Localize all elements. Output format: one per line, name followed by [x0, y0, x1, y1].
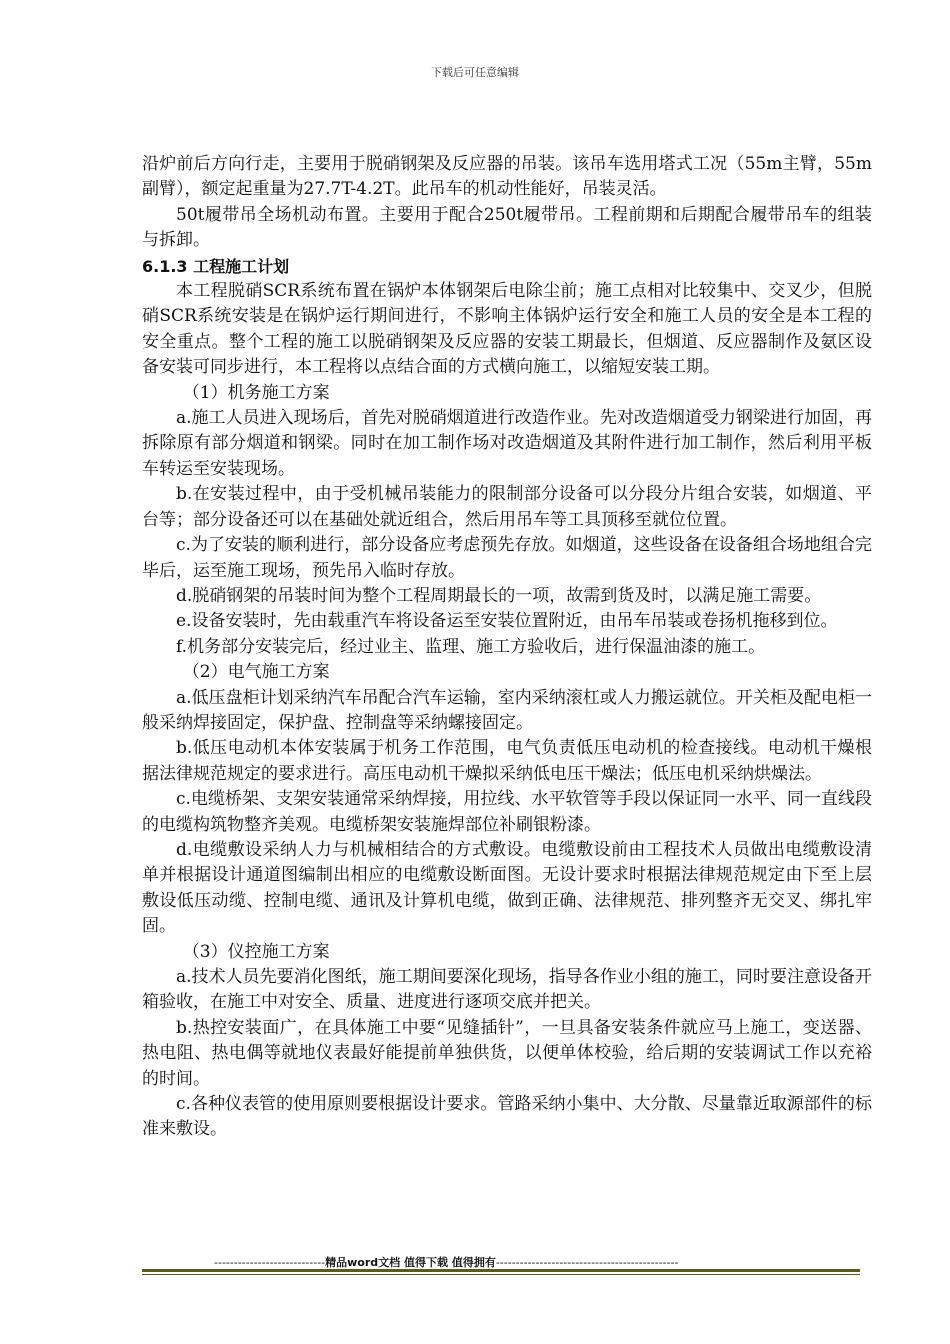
paragraph: 本工程脱硝SCR系统布置在锅炉本体钢架后电除尘前；施工点相对比较集中、交叉少，但脱硝SCR系统安装是在锅炉运行期间进行，不影响主体锅炉运行安全和施工人员的安全是本工程的安全重点。整个工程的施工以脱硝钢架及反应器的安装工期最长，但烟道、反应器制作及氨区设备安装可同步进行，本工程将以点结合面的方式横向施工，以缩短安装工期。 [142, 281, 872, 378]
document-body [142, 152, 872, 1143]
footer-dashes-right: ---------------------------------------------- [495, 1256, 679, 1269]
paragraph: 50t履带吊全场机动布置。主要用于配合250t履带吊。工程前期和后期配合履带吊车的组装与拆卸。 [142, 204, 872, 251]
list-item: a.技术人员先要消化图纸，施工期间要深化现场，指导各作业小组的施工，同时要注意设备开箱验收，在施工中对安全、质量、进度进行逐项交底并把关。 [142, 967, 872, 1013]
list-item: c.为了安装的顺利进行，部分设备应考虑预先存放。如烟道，这些设备在设备组合场地组合完毕后，运至施工现场，预先吊入临时存放。 [142, 535, 872, 581]
section-heading: 6.1.3 工程施工计划 [142, 256, 290, 276]
list-item: b.低压电动机本体安装属于机务工作范围，电气负责低压电动机的检查接线。电动机干燥根据法律规范规定的要求进行。高压电动机干燥拟采纳低电压干燥法；低压电机采纳烘燥法。 [142, 738, 872, 784]
list-item: a.低压盘柜计划采纳汽车吊配合汽车运输，室内采纳滚杠或人力搬运就位。开关柜及配电柜一般采纳焊接固定，保护盘、控制盘等采纳螺接固定。 [142, 687, 872, 733]
paragraph: 沿炉前后方向行走，主要用于脱硝钢架及反应器的吊装。该吊车选用塔式工况（55m主臂，55m副臂），额定起重量为27.7T-4.2T。此吊车的机动性能好，吊装灵活。 [142, 154, 872, 200]
list-item: c.各种仪表管的使用原则要根据设计要求。管路采纳小集中、大分散、尽量靠近取源部件的标准来敷设。 [142, 1094, 872, 1140]
list-item: b.热控安装面广，在具体施工中要“见缝插针”，一旦具备安装条件就应马上施工，变送器、热电阻、热电偶等就地仪表最好能提前单独供货，以便单体校验，给后期的安装调试工作以充裕的时间。 [142, 1017, 872, 1089]
list-item: a.施工人员进入现场后，首先对脱硝烟道进行改造作业。先对改造烟道受力钢梁进行加固，再拆除原有部分烟道和钢梁。同时在加工制作场对改造烟道及其附件进行加工制作，然后利用平板车转运至安装现场。 [142, 408, 872, 479]
list-item: c.电缆桥架、支架安装通常采纳焊接，用拉线、水平软管等手段以保证同一水平、同一直线段的电缆构筑物整齐美观。电缆桥架安装施焊部位补刷银粉漆。 [142, 789, 872, 835]
subsection-heading: （3）仪控施工方案 [182, 941, 330, 962]
list-item: e.设备安装时，先由载重汽车将设备运至安装位置附近，由吊车吊装或卷扬机拖移到位。 [176, 611, 838, 632]
subsection-heading: （1）机务施工方案 [182, 382, 330, 403]
list-item: b.在安装过程中，由于受机械吊装能力的限制部分设备可以分段分片组合安装，如烟道、平台等；部分设备还可以在基础处就近组合，然后用吊车等工具顶移至就位位置。 [142, 484, 872, 530]
footer-rule-thin [142, 1274, 860, 1275]
page-header-note: 下载后可任意编辑 [431, 66, 519, 79]
list-item: d.脱硝钢架的吊装时间为整个工程周期最长的一项，故需到货及时，以满足施工需要。 [176, 585, 822, 606]
list-item: d.电缆敷设采纳人力与机械相结合的方式敷设。电缆敷设前由工程技术人员做出电缆敷设清单并根据设计通道图编制出相应的电缆敷设断面图。无设计要求时根据法律规范规定由下至上层敷设低压动缆、控制电缆、通讯及计算机电缆，做到正确、法律规范、排列整齐无交叉、绑扎牢固。 [142, 839, 872, 937]
footer-dashes-left: ---------------------------- [214, 1256, 326, 1269]
list-item: f.机务部分安装完后，经过业主、监理、施工方验收后，进行保温油漆的施工。 [176, 636, 766, 657]
page-footer [214, 1254, 814, 1270]
footer-tagline: 精品word文档 值得下载 值得拥有 [325, 1256, 496, 1269]
footer-rule [142, 1269, 860, 1272]
subsection-heading: （2）电气施工方案 [182, 662, 330, 683]
